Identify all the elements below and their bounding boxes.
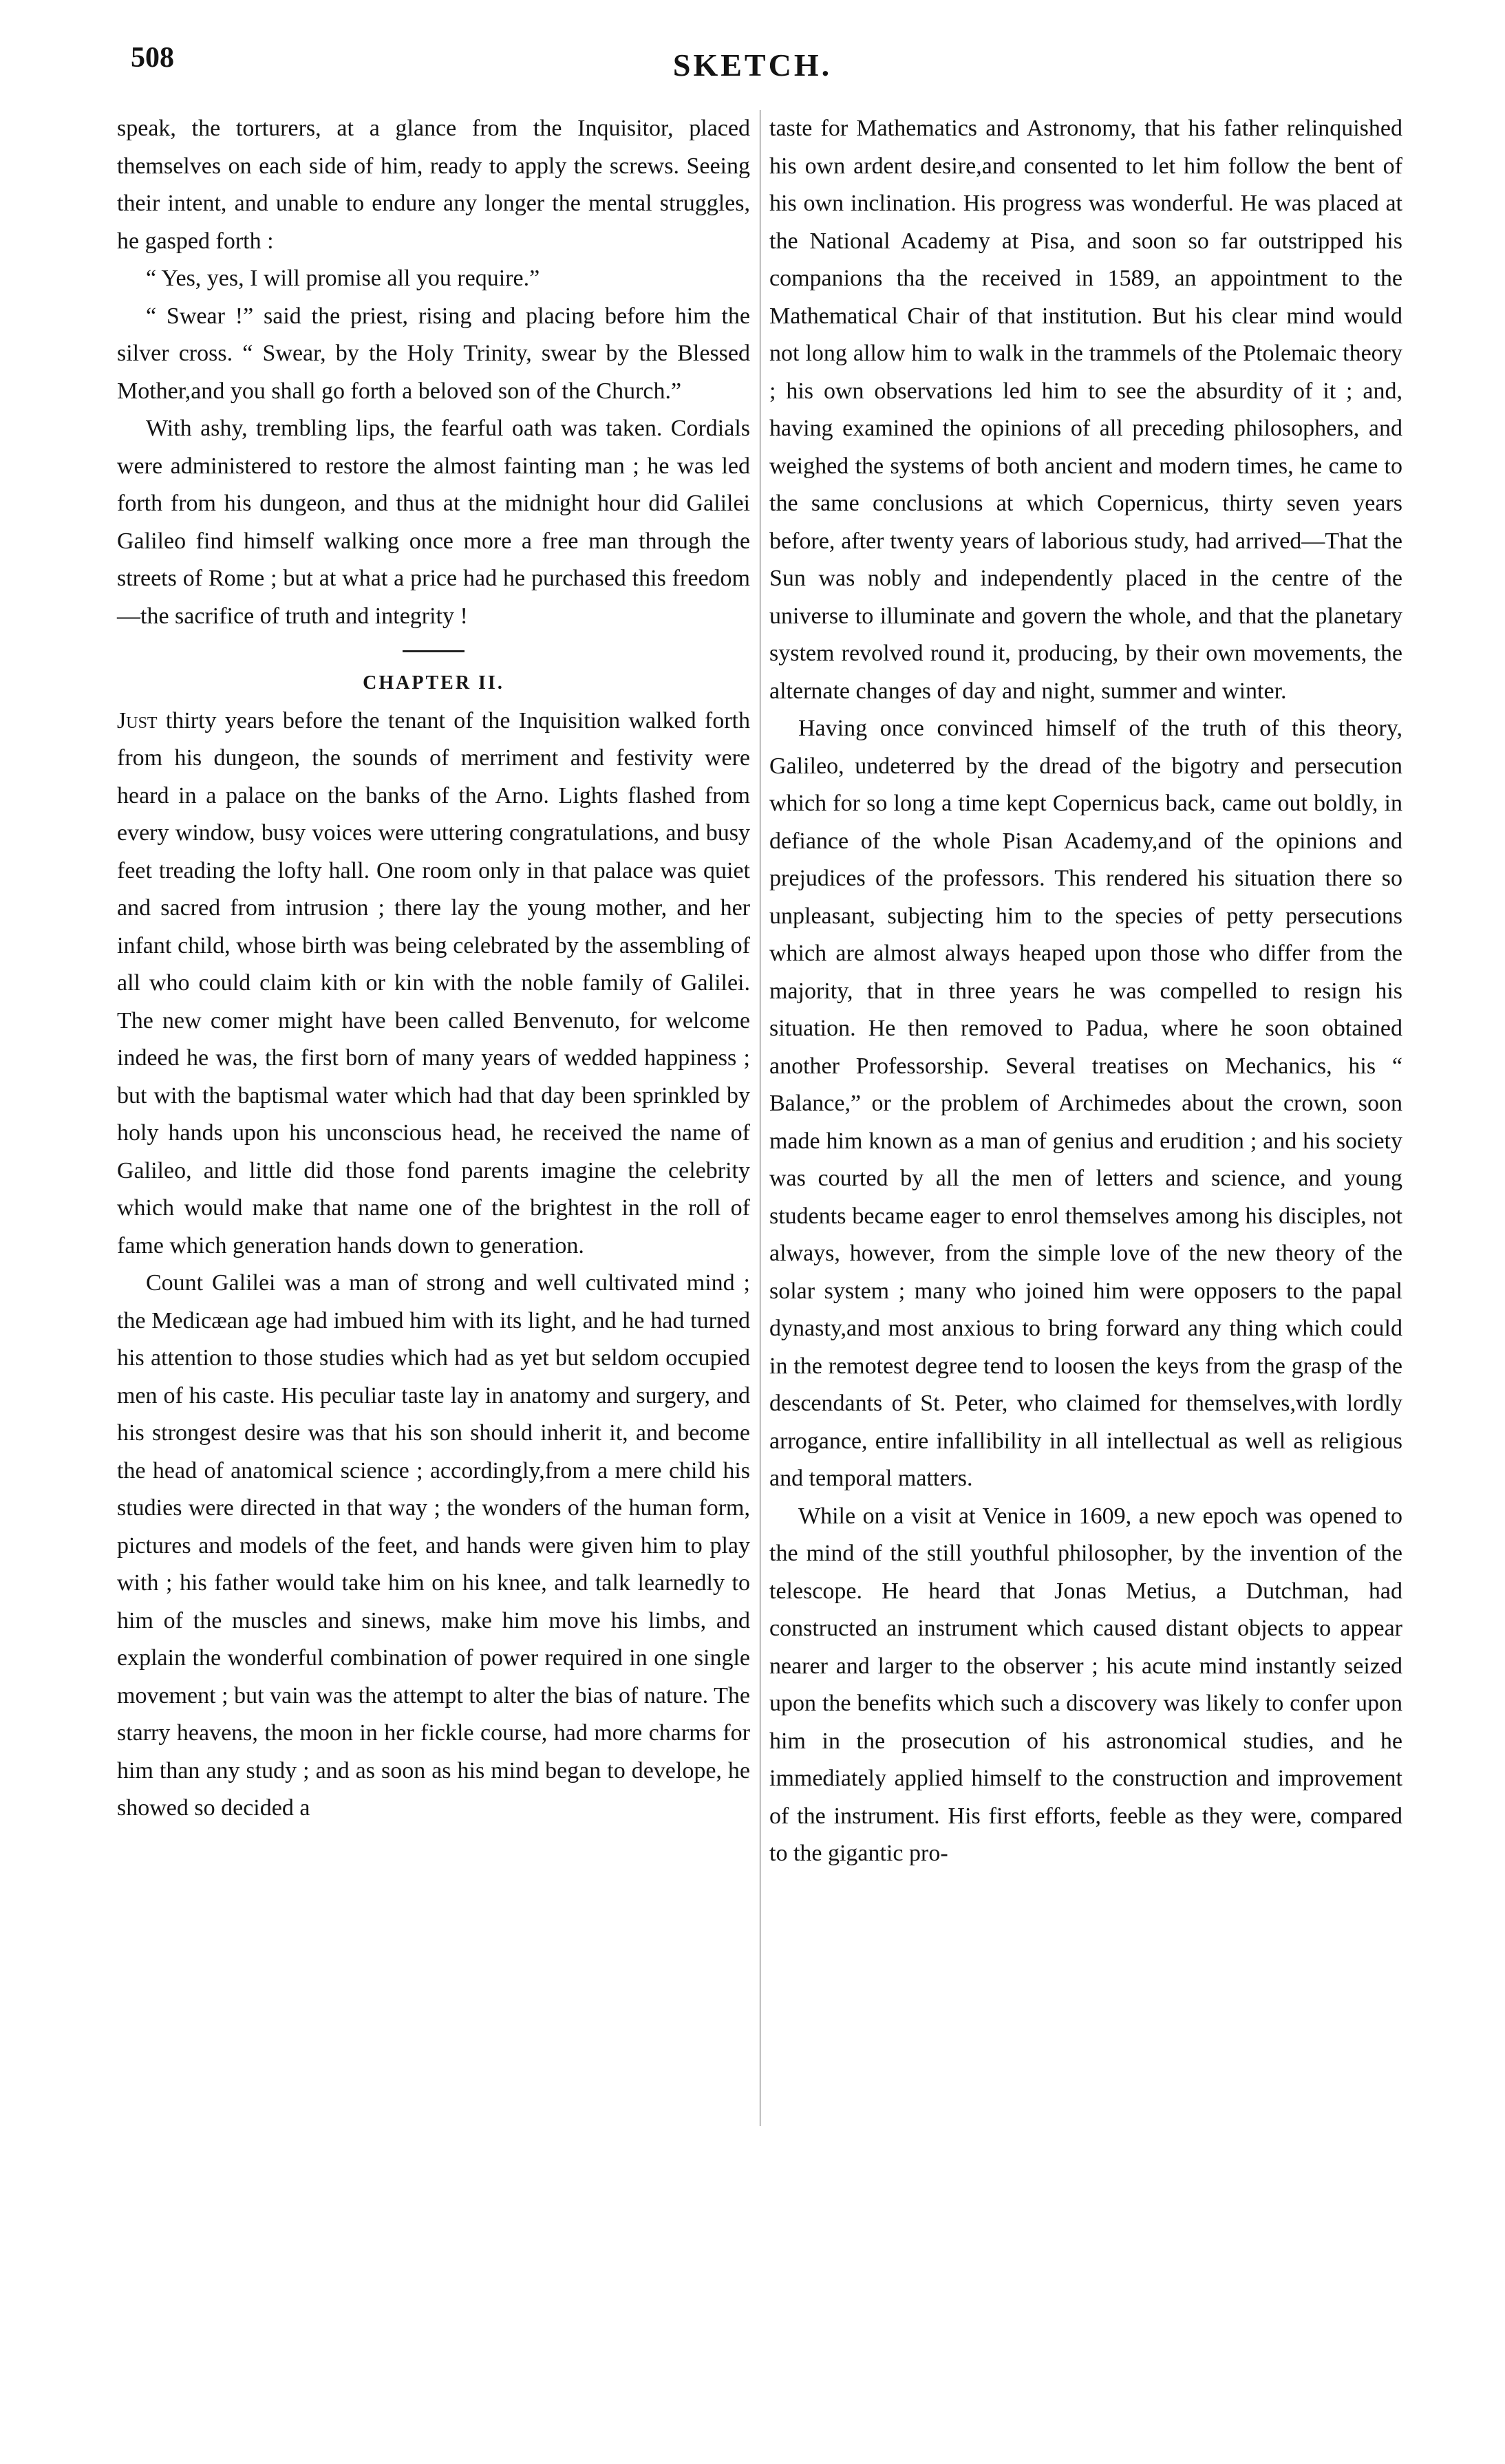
chapter-heading: CHAPTER II. bbox=[363, 672, 504, 694]
section-divider bbox=[403, 650, 465, 652]
right-paragraph-1: taste for Mathematics and Astronomy, that his father relinquished his own ardent desire,and consented to let him follow the bent of his own inclination. His progress was wonderful. He was placed at the National Academy at Pisa, and soon so far outstripped his companions tha the received in 1589, an appointment to the Mathematical Chair of that institution. But his clear mind would not long allow him to walk in the trammels of the Ptolemaic theory ; his own observations led him to see the absurdity of it ; and, having examined the opinions of all preceding philosophers, and weighed the systems of both ancient and modern times, he came to the same conclusions at which Copernicus, thirty seven years before, after twenty years of laborious study, had arrived—That the Sun was nobly and independently placed in the centre of the universe to illuminate and govern the whole, and that the planetary system revolved round it, producing, by their own movements, the alternate changes of day and night, summer and winter. bbox=[769, 116, 1402, 704]
left-paragraph-2: “ Yes, yes, I will promise all you require.” bbox=[146, 266, 540, 291]
left-paragraph-6: Count Galilei was a man of strong and well cultivated mind ; the Medicæan age had imbued him with its light, and he had turned his attention to those studies which had as yet but seldom occupied men of his caste. His peculiar taste lay in anatomy and surgery, and his strongest desire was that his son should inherit it, and become the head of anatomical science ; accordingly,from a mere child his studies were directed in that way ; the wonders of the human form, pictures and models of the feet, and hands were given him to play with ; his father would take him on his knee, and talk learnedly to him of the muscles and sinews, make him move his limbs, and explain the wonderful combination of power required in one single movement ; but vain was the attempt to alter the bias of nature. The starry heavens, the moon in her fickle course, had more charms for him than any study ; and as soon as his mind began to develope, he showed so decided a bbox=[117, 1270, 750, 1821]
right-column bbox=[769, 110, 1402, 1873]
left-paragraph-5-text: thirty years before the tenant of the Inquisition walked forth from his dungeon, the sounds of merriment and festivity were heard in a palace on the banks of the Arno. Lights flashed from every window, busy voices were uttering congratulations, and busy feet treading the lofty hall. One room only in that palace was quiet and sacred from intrusion ; there lay the young mother, and her infant child, whose birth was being celebrated by the assembling of all who could claim kith or kin with the noble family of Galilei. The new comer might have been called Benvenuto, for welcome indeed he was, the first born of many years of wedded happiness ; but with the baptismal water which had that day been sprinkled by holy hands upon his unconscious head, he received the name of Galileo, and little did those fond parents imagine the celebrity which would make that name one of the brightest in the roll of fame which generation hands down to generation. bbox=[117, 707, 750, 1258]
left-paragraph-4: With ashy, trembling lips, the fearful oath was taken. Cordials were administered to restore the almost fainting man ; he was led forth from his dungeon, and thus at the midnight hour did Galilei Galileo find himself walking once more a free man through the streets of Rome ; but at what a price had he purchased this freedom—the sacrifice of truth and integrity ! bbox=[117, 416, 750, 629]
left-column bbox=[117, 110, 750, 1828]
chapter-opening-word: Just bbox=[117, 707, 158, 733]
right-paragraph-2: Having once convinced himself of the truth of this theory, Galileo, undeterred by the dread of the bigotry and persecution which for so long a time kept Copernicus back, came out boldly, in defiance of the whole Pisan Academy,and of the opinions and prejudices of the professors. This rendered his situation there so unpleasant, subjecting him to the species of petty persecutions which are almost always heaped upon those who differ from the majority, that in three years he was compelled to resign his situation. He then removed to Padua, where he soon obtained another Professorship. Several treatises on Mechanics, his “ Balance,” or the problem of Archimedes about the crown, soon made him known as a man of genius and erudition ; and his society was courted by all the men of letters and science, and young students became eager to enrol themselves among his disciples, not always, however, from the simple love of the new theory of the solar system ; many who joined him were opposers to the papal dynasty,and most anxious to bring forward any thing which could in the remotest degree tend to loosen the keys from the grasp of the descendants of St. Peter, who claimed for themselves,with lordly arrogance, entire infallibility in all intellectual as well as religious and temporal matters. bbox=[769, 716, 1402, 1491]
left-paragraph-3: “ Swear !” said the priest, rising and placing before him the silver cross. “ Swear, by the Holy Trinity, swear by the Blessed Mother,and you shall go forth a beloved son of the Church.” bbox=[117, 303, 750, 404]
left-paragraph-1: speak, the torturers, at a glance from the Inquisitor, placed themselves on each side of him, ready to apply the screws. Seeing their intent, and unable to endure any longer the mental struggles, he gasped forth : bbox=[117, 116, 750, 254]
left-paragraph-5 bbox=[117, 703, 750, 1265]
page-number: 508 bbox=[131, 42, 174, 74]
running-head: SKETCH. bbox=[672, 47, 833, 83]
right-paragraph-3: While on a visit at Venice in 1609, a new epoch was opened to the mind of the still youthful philosopher, by the invention of the telescope. He heard that Jonas Metius, a Dutchman, had constructed an instrument which caused distant objects to appear nearer and larger to the observer ; his acute mind instantly seized upon the benefits which such a discovery was likely to confer upon him in the prosecution of his astronomical studies, and he immediately applied himself to the construction and improvement of the instrument. His first efforts, feeble as they were, compared to the gigantic pro- bbox=[769, 1503, 1402, 1866]
